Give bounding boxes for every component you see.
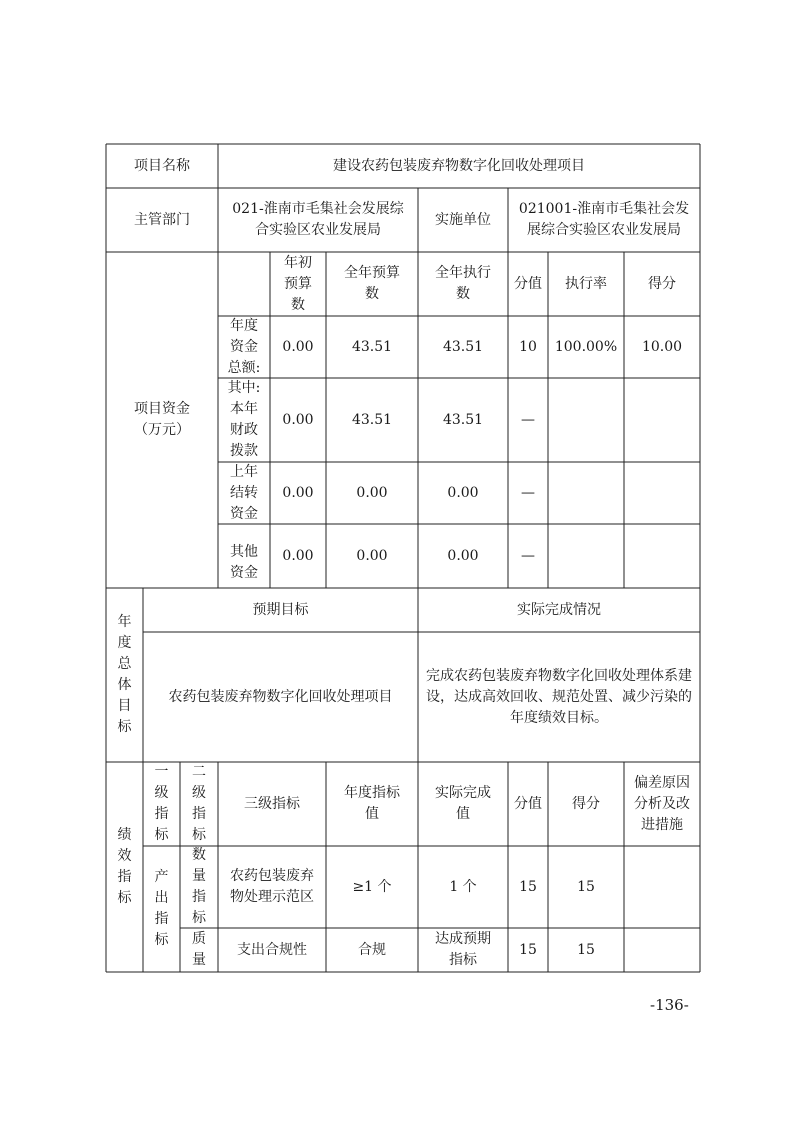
funds-row-score-value: — [521,547,535,564]
header-indicator-score-value: 分值 [514,795,542,812]
funds-row-executed: 43.51 [442,338,484,355]
funds-row-name: 其他资金 [230,544,258,581]
header-indicator-score: 得分 [572,795,600,812]
project-name-value: 建设农药包装废弃物数字化回收处理项目 [333,157,585,174]
dept-value: 021-淮南市毛集社会发展综合实验区农业发展局 [232,201,404,238]
header-score-value: 分值 [514,275,542,292]
dept-label: 主管部门 [134,211,190,228]
header-annual-indicator-value: 年度指标值 [344,785,400,822]
funds-row-annual: 0.00 [356,547,388,564]
funds-row-initial: 0.00 [282,411,314,428]
indicator-level2: 质量 [192,931,206,968]
funds-row-annual: 0.00 [356,484,388,501]
indicator-annual-value: 合规 [358,941,386,958]
funds-row-name: 上年结转资金 [230,463,258,522]
funds-row-score: 10.00 [641,338,683,355]
indicator-actual-value: 达成预期指标 [435,931,491,968]
funds-row-executed: 43.51 [442,411,484,428]
indicator-level3: 农药包装废弃物处理示范区 [230,868,314,905]
header-annual-budget: 全年预算数 [344,265,400,302]
funds-row-initial: 0.00 [282,338,314,355]
indicator-level3: 支出合规性 [237,941,307,958]
header-score: 得分 [648,275,676,292]
header-level1: 一级指标 [154,764,169,843]
funds-row-score-value: — [521,484,535,501]
indicator-score: 15 [577,878,595,895]
goals-actual-header: 实际完成情况 [517,601,601,618]
funds-row-executed: 0.00 [447,484,479,501]
indicator-score: 15 [577,941,595,958]
funds-row-name: 年度资金总额: [227,317,261,376]
funds-row-annual: 43.51 [351,411,393,428]
goals-actual-text: 完成农药包装废弃物数字化回收处理体系建设，达成高效回收、规范处置、减少污染的年度绩效目标。 [426,667,692,726]
header-level2: 二级指标 [192,764,206,843]
header-level3: 三级指标 [244,795,300,812]
goals-label: 年度总体目标 [117,614,132,735]
funds-row-initial: 0.00 [282,484,314,501]
indicator-score-value: 15 [519,878,537,895]
page-number: -136- [650,996,689,1014]
impl-value: 021001-淮南市毛集社会发展综合实验区农业发展局 [518,201,690,238]
project-name-label: 项目名称 [134,157,190,174]
goals-expected-text: 农药包装废弃物数字化回收处理项目 [168,688,393,705]
funds-label: 项目资金（万元） [134,401,190,438]
funds-row-score-value: 10 [519,338,537,355]
indicator-annual-value: ≥1 个 [352,878,392,895]
header-initial-budget: 年初预算数 [284,254,312,313]
header-deviation: 偏差原因分析及改进措施 [634,774,690,833]
funds-row-executed: 0.00 [447,547,479,564]
funds-row-annual: 43.51 [351,338,393,355]
goals-expected-header: 预期目标 [252,601,309,618]
indicator-level1-output: 产出指标 [154,869,169,948]
indicator-score-value: 15 [519,941,537,958]
funds-row-name: 其中:本年财政拨款 [227,380,261,459]
header-actual-value: 实际完成值 [435,785,491,822]
funds-row-initial: 0.00 [282,547,314,564]
impl-label: 实施单位 [435,211,491,228]
header-annual-executed: 全年执行数 [435,265,491,302]
indicator-level2: 数量指标 [192,847,206,926]
funds-row-score-value: — [521,411,535,428]
indicators-label: 绩效指标 [117,827,132,906]
header-execution-rate: 执行率 [565,275,607,292]
funds-row-rate: 100.00% [554,338,618,355]
indicator-actual-value: 1 个 [449,878,477,895]
